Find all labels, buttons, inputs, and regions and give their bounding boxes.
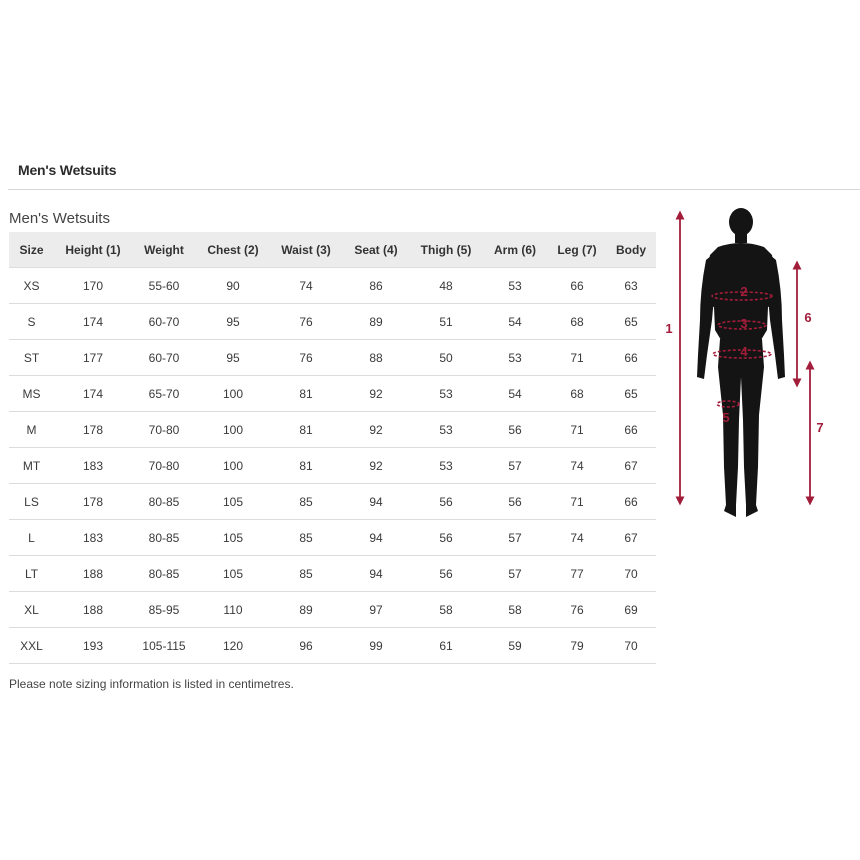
table-cell: 53 — [410, 412, 482, 448]
table-cell: 100 — [196, 376, 270, 412]
table-cell: 85 — [270, 484, 342, 520]
table-cell: 92 — [342, 376, 410, 412]
table-cell: M — [9, 412, 54, 448]
table-cell: 99 — [342, 628, 410, 664]
table-cell: 183 — [54, 520, 132, 556]
table-cell: 53 — [482, 268, 548, 304]
table-cell: 178 — [54, 412, 132, 448]
column-header-arm: Arm (6) — [482, 232, 548, 268]
table-cell: 51 — [410, 304, 482, 340]
table-cell: 94 — [342, 484, 410, 520]
table-cell: L — [9, 520, 54, 556]
table-cell: 68 — [548, 376, 606, 412]
column-header-seat: Seat (4) — [342, 232, 410, 268]
table-cell: 77 — [548, 556, 606, 592]
table-row — [9, 556, 656, 592]
table-cell: 178 — [54, 484, 132, 520]
column-header-chest: Chest (2) — [196, 232, 270, 268]
table-title: Men's Wetsuits — [9, 210, 110, 227]
body-measurement-figure-icon — [660, 205, 860, 525]
table-row — [9, 304, 656, 340]
table-cell: 177 — [54, 340, 132, 376]
table-cell: 105 — [196, 484, 270, 520]
table-cell: 100 — [196, 448, 270, 484]
table-cell: 188 — [54, 556, 132, 592]
table-cell: 105 — [196, 556, 270, 592]
measurement-label-6: 6 — [804, 310, 812, 325]
table-cell: 183 — [54, 448, 132, 484]
table-cell: XL — [9, 592, 54, 628]
column-header-leg: Leg (7) — [548, 232, 606, 268]
table-cell: 95 — [196, 340, 270, 376]
section-title: Men's Wetsuits — [18, 162, 117, 178]
table-cell: 85 — [270, 556, 342, 592]
table-cell: 59 — [482, 628, 548, 664]
table-row — [9, 376, 656, 412]
table-cell: 50 — [410, 340, 482, 376]
table-row — [9, 520, 656, 556]
table-cell: 66 — [548, 268, 606, 304]
table-cell: 81 — [270, 412, 342, 448]
table-cell: 66 — [606, 484, 656, 520]
table-cell: 76 — [548, 592, 606, 628]
column-header-size: Size — [9, 232, 54, 268]
table-cell: MT — [9, 448, 54, 484]
table-cell: 56 — [410, 484, 482, 520]
table-cell: 90 — [196, 268, 270, 304]
column-header-height: Height (1) — [54, 232, 132, 268]
measurement-label-1: 1 — [665, 321, 673, 336]
table-cell: 89 — [342, 304, 410, 340]
table-cell: 174 — [54, 376, 132, 412]
table-cell: 55-60 — [132, 268, 196, 304]
column-header-body: Body — [606, 232, 656, 268]
table-cell: 68 — [548, 304, 606, 340]
table-cell: 86 — [342, 268, 410, 304]
table-cell: 53 — [482, 340, 548, 376]
table-row — [9, 448, 656, 484]
table-row — [9, 268, 656, 304]
table-cell: 58 — [410, 592, 482, 628]
table-cell: XXL — [9, 628, 54, 664]
table-cell: 48 — [410, 268, 482, 304]
table-cell: 92 — [342, 448, 410, 484]
table-header-row — [9, 232, 656, 268]
measurement-label-7: 7 — [816, 420, 824, 435]
table-cell: MS — [9, 376, 54, 412]
table-cell: 66 — [606, 340, 656, 376]
measurement-label-5: 5 — [722, 410, 730, 425]
table-cell: 74 — [548, 520, 606, 556]
table-cell: 67 — [606, 520, 656, 556]
table-cell: 70 — [606, 556, 656, 592]
table-cell: LT — [9, 556, 54, 592]
table-cell: 65-70 — [132, 376, 196, 412]
table-cell: 71 — [548, 484, 606, 520]
table-cell: 97 — [342, 592, 410, 628]
measurement-label-4: 4 — [740, 344, 748, 359]
table-cell: 170 — [54, 268, 132, 304]
table-row — [9, 484, 656, 520]
column-header-waist: Waist (3) — [270, 232, 342, 268]
table-cell: 81 — [270, 376, 342, 412]
table-row — [9, 592, 656, 628]
table-cell: 56 — [410, 556, 482, 592]
table-cell: 56 — [482, 412, 548, 448]
table-cell: 89 — [270, 592, 342, 628]
table-cell: 79 — [548, 628, 606, 664]
table-cell: 120 — [196, 628, 270, 664]
table-cell: 53 — [410, 376, 482, 412]
table-cell: 60-70 — [132, 340, 196, 376]
table-cell: 105 — [196, 520, 270, 556]
table-cell: 65 — [606, 376, 656, 412]
table-cell: 65 — [606, 304, 656, 340]
table-cell: 94 — [342, 556, 410, 592]
table-cell: 74 — [548, 448, 606, 484]
table-cell: 95 — [196, 304, 270, 340]
table-cell: 54 — [482, 304, 548, 340]
column-header-thigh: Thigh (5) — [410, 232, 482, 268]
table-cell: 105-115 — [132, 628, 196, 664]
table-cell: 100 — [196, 412, 270, 448]
table-cell: 56 — [482, 484, 548, 520]
table-cell: XS — [9, 268, 54, 304]
table-row — [9, 628, 656, 664]
table-cell: 85-95 — [132, 592, 196, 628]
table-cell: 193 — [54, 628, 132, 664]
table-cell: 60-70 — [132, 304, 196, 340]
table-cell: LS — [9, 484, 54, 520]
table-cell: 67 — [606, 448, 656, 484]
table-cell: 61 — [410, 628, 482, 664]
table-cell: 53 — [410, 448, 482, 484]
table-cell: 110 — [196, 592, 270, 628]
table-cell: 94 — [342, 520, 410, 556]
table-cell: 57 — [482, 448, 548, 484]
table-cell: 57 — [482, 556, 548, 592]
measurement-label-2: 2 — [740, 284, 748, 299]
column-header-weight: Weight — [132, 232, 196, 268]
table-cell: 69 — [606, 592, 656, 628]
size-chart-table — [9, 232, 656, 664]
table-cell: 71 — [548, 412, 606, 448]
table-cell: 66 — [606, 412, 656, 448]
table-row — [9, 412, 656, 448]
table-row — [9, 340, 656, 376]
table-cell: 70-80 — [132, 448, 196, 484]
table-cell: 92 — [342, 412, 410, 448]
table-cell: 96 — [270, 628, 342, 664]
table-cell: 81 — [270, 448, 342, 484]
table-cell: 63 — [606, 268, 656, 304]
section-divider — [8, 189, 860, 190]
table-cell: 76 — [270, 304, 342, 340]
table-cell: ST — [9, 340, 54, 376]
table-cell: 56 — [410, 520, 482, 556]
table-cell: 71 — [548, 340, 606, 376]
table-cell: 76 — [270, 340, 342, 376]
sizing-note: Please note sizing information is listed in centimetres. — [9, 677, 294, 691]
table-cell: 88 — [342, 340, 410, 376]
table-cell: 57 — [482, 520, 548, 556]
table-cell: 80-85 — [132, 520, 196, 556]
table-cell: 70 — [606, 628, 656, 664]
table-cell: 80-85 — [132, 556, 196, 592]
table-cell: S — [9, 304, 54, 340]
table-cell: 54 — [482, 376, 548, 412]
table-cell: 80-85 — [132, 484, 196, 520]
table-cell: 70-80 — [132, 412, 196, 448]
table-cell: 74 — [270, 268, 342, 304]
table-cell: 174 — [54, 304, 132, 340]
table-cell: 58 — [482, 592, 548, 628]
measurement-label-3: 3 — [740, 316, 748, 331]
table-cell: 188 — [54, 592, 132, 628]
table-cell: 85 — [270, 520, 342, 556]
